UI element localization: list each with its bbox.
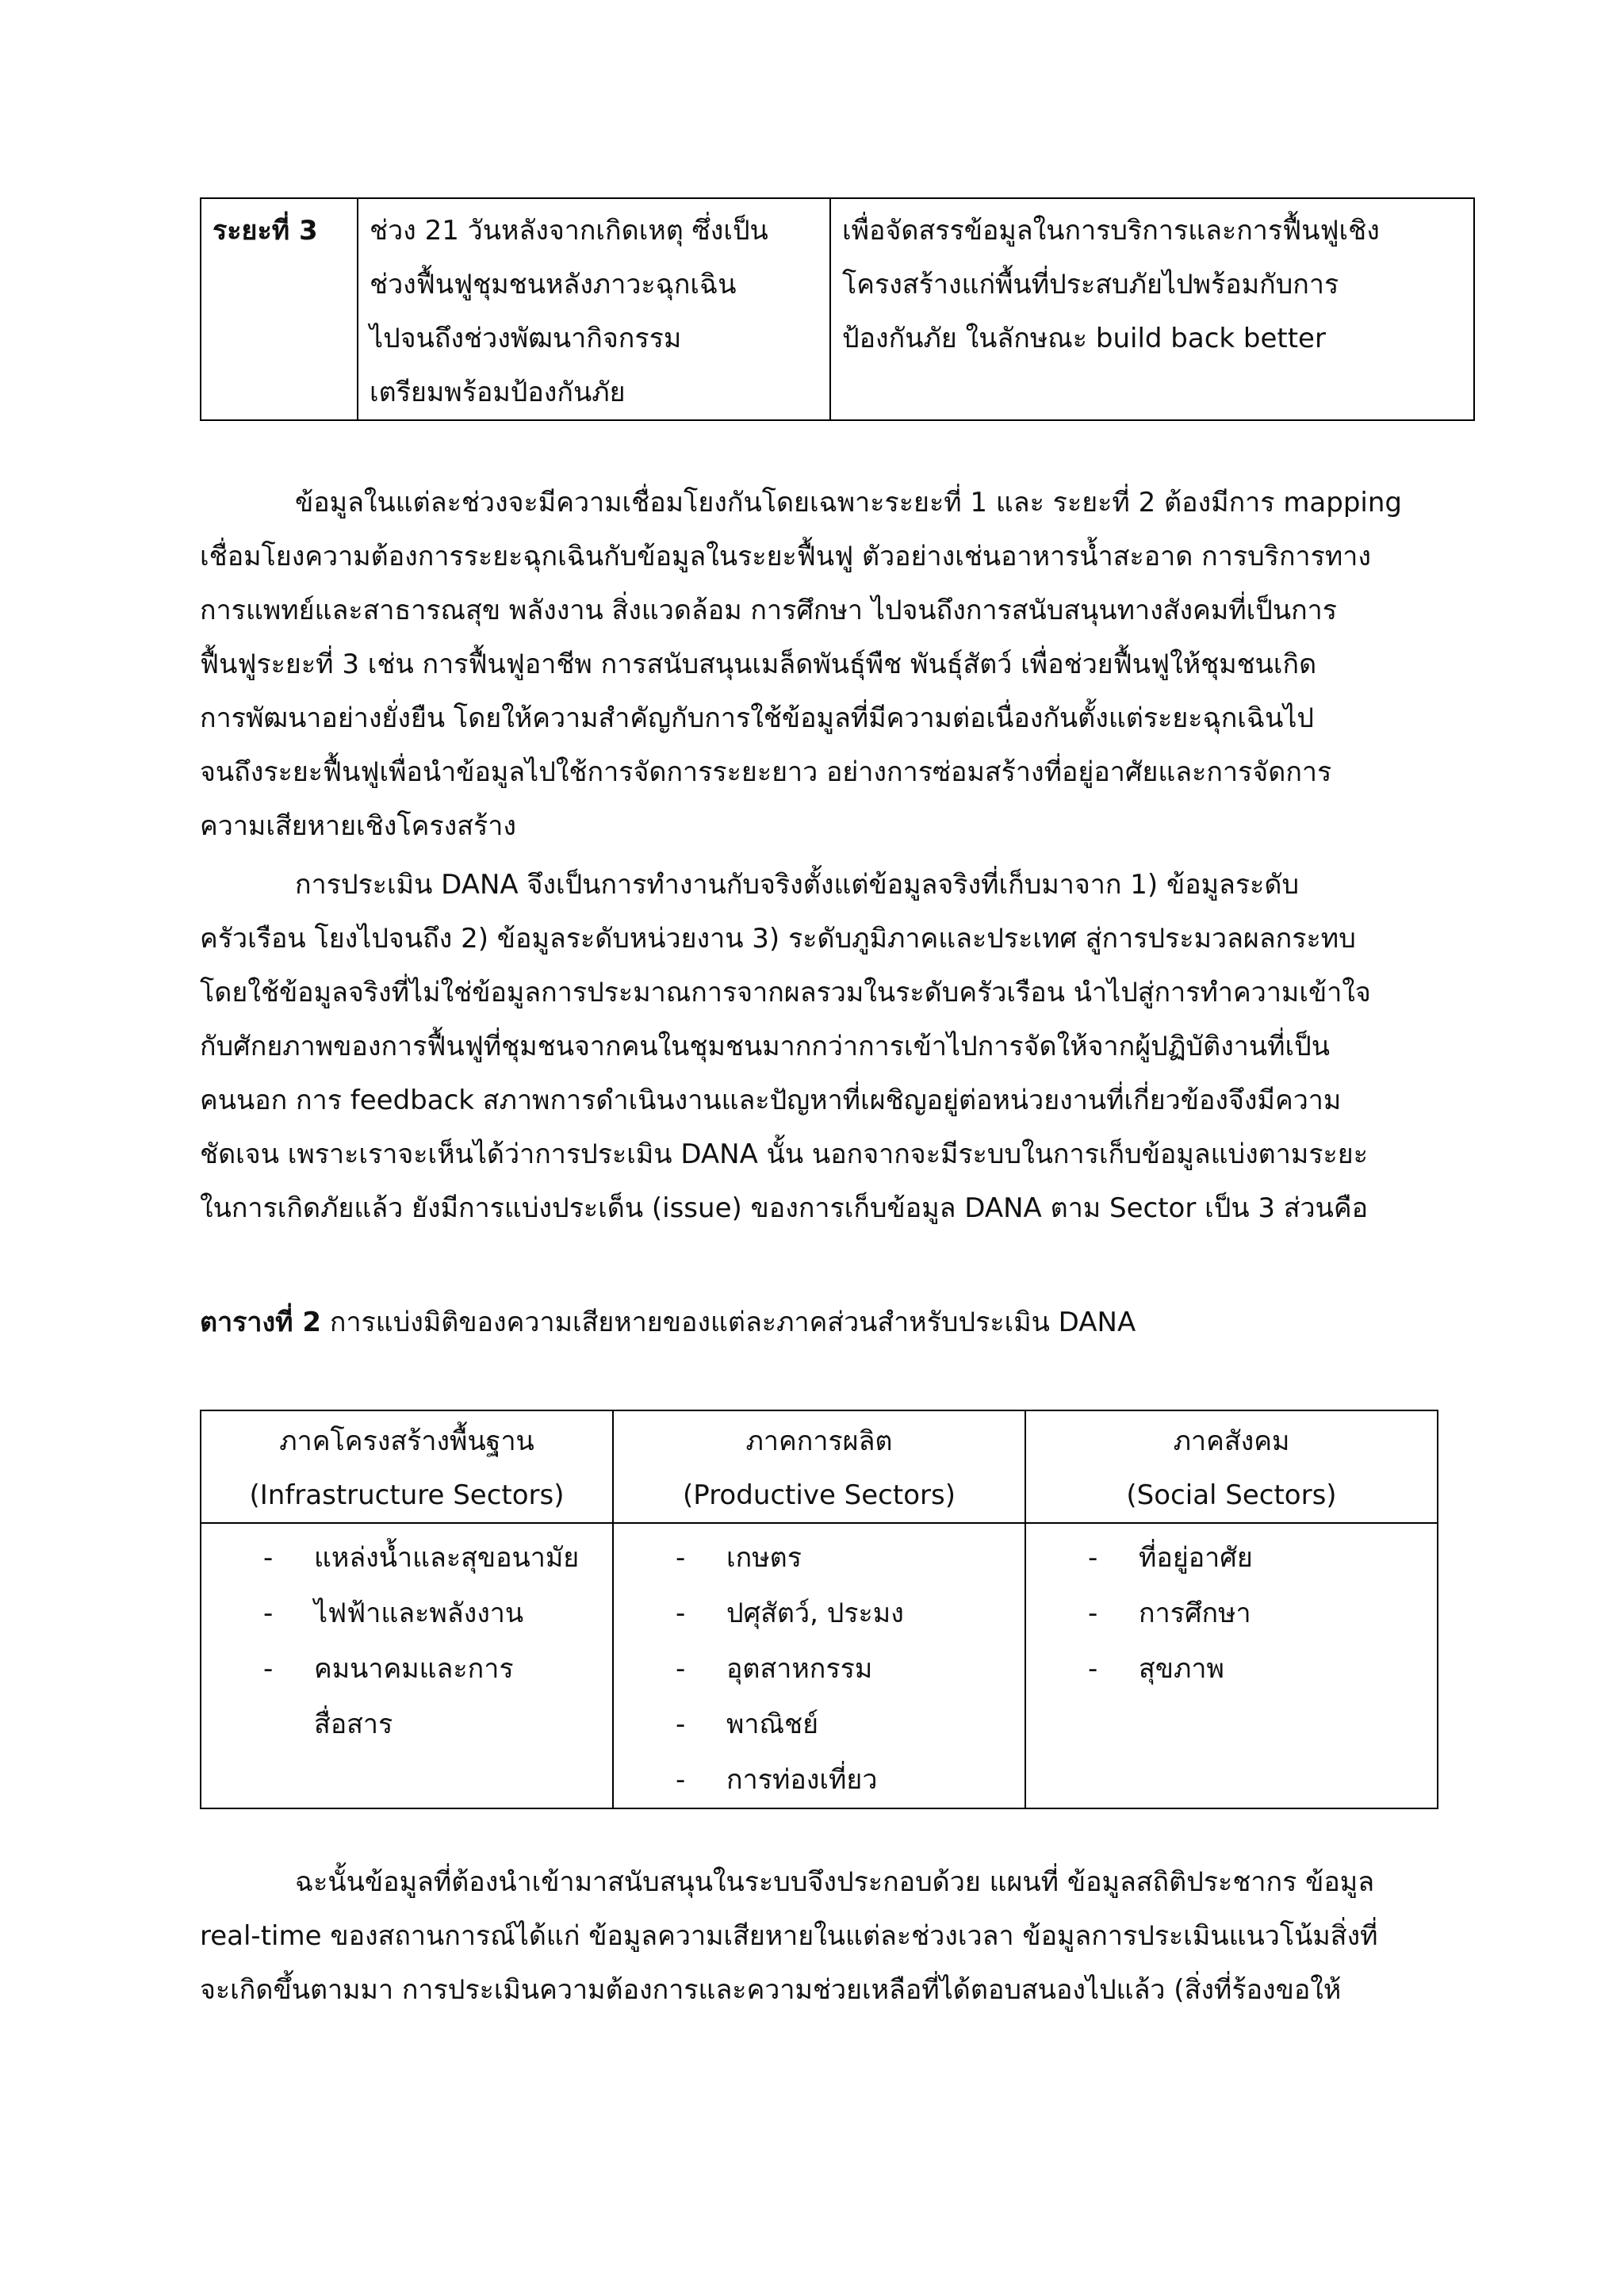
paragraph-line: real-time ของสถานการณ์ได้แก่ ข้อมูลความเสียหายในแต่ละช่วงเวลา ข้อมูลการประเมินแนวโน้มสิ่งที่ (200, 1920, 1378, 1952)
sector-title: ภาคการผลิต (745, 1425, 893, 1457)
bullet-dash: - (676, 1653, 686, 1685)
list-item (614, 1530, 1025, 1586)
list-item-label: คมนาคมและการ (314, 1653, 514, 1685)
bullet-dash: - (676, 1542, 686, 1574)
table-row (201, 198, 1474, 420)
phase-period-line: ช่วง 21 วันหลังจากเกิดเหตุ ซึ่งเป็น (370, 215, 768, 247)
phase-purpose-line: เพื่อจัดสรรข้อมูลในการบริการและการฟื้นฟูเชิง (842, 215, 1380, 247)
paragraph-line: ฟื้นฟูระยะที่ 3 เช่น การฟื้นฟูอาชีพ การสนับสนุนเมล็ดพันธุ์พืช พันธุ์สัตว์ เพื่อช่วยฟื้นฟูให้ชุมชนเกิด (200, 649, 1317, 680)
list-item (1026, 1586, 1437, 1641)
sector-items-infrastructure (201, 1523, 613, 1808)
list-item (614, 1641, 1025, 1697)
sector-items-social (1025, 1523, 1438, 1808)
phase-purpose (830, 198, 1474, 420)
paragraph-line: การพัฒนาอย่างยั่งยืน โดยให้ความสำคัญกับการใช้ข้อมูลที่มีความต่อเนื่องกันตั้งแต่ระยะฉุกเฉินไป (200, 702, 1315, 734)
paragraph-line: ความเสียหายเชิงโครงสร้าง (200, 810, 516, 842)
bullet-dash: - (676, 1764, 686, 1796)
phase-period-line: ไปจนถึงช่วงพัฒนากิจกรรม (370, 323, 682, 354)
bullet-dash: - (676, 1598, 686, 1629)
sector-table (200, 1410, 1438, 1809)
list-item-label: การศึกษา (1139, 1598, 1251, 1629)
paragraph-line: คนนอก การ feedback สภาพการดำเนินงานและปัญหาที่เผชิญอยู่ต่อหน่วยงานที่เกี่ยวข้องจึงมีความ (200, 1085, 1342, 1116)
list-item-label: ไฟฟ้าและพลังงาน (314, 1598, 524, 1629)
sector-subtitle: (Productive Sectors) (683, 1479, 956, 1511)
paragraph-line: การแพทย์และสาธารณสุข พลังงาน สิ่งแวดล้อม การศึกษา ไปจนถึงการสนับสนุนทางสังคมที่เป็นการ (200, 595, 1338, 626)
list-item (1026, 1530, 1437, 1586)
sector-subtitle: (Infrastructure Sectors) (249, 1479, 565, 1511)
list-item-label: เกษตร (726, 1542, 802, 1574)
list-item-label: ปศุสัตว์, ประมง (726, 1598, 904, 1629)
table-caption-text: การแบ่งมิติของความเสียหายของแต่ละภาคส่วนสำหรับประเมิน DANA (321, 1307, 1136, 1338)
list-item-label: การท่องเที่ยว (726, 1764, 878, 1796)
list-item-label: พาณิชย์ (726, 1709, 819, 1740)
paragraph-1 (200, 476, 1437, 853)
paragraph-line: จนถึงระยะฟื้นฟูเพื่อนำข้อมูลไปใช้การจัดการระยะยาว อย่างการซ่อมสร้างที่อยู่อาศัยและการจัดการ (200, 756, 1332, 788)
phase-purpose-line: โครงสร้างแก่พื้นที่ประสบภัยไปพร้อมกับการ (842, 269, 1339, 300)
sector-title: ภาคสังคม (1173, 1425, 1290, 1457)
table-caption-label: ตารางที่ 2 (200, 1307, 322, 1338)
sector-title: ภาคโครงสร้างพื้นฐาน (279, 1425, 534, 1457)
bullet-dash: - (263, 1653, 274, 1685)
phase-label: ระยะที่ 3 (201, 198, 358, 420)
paragraph-line: เชื่อมโยงความต้องการระยะฉุกเฉินกับข้อมูลในระยะฟื้นฟู ตัวอย่างเช่นอาหารน้ำสะอาด การบริการทาง (200, 541, 1371, 572)
table-row (201, 1523, 1438, 1808)
paragraph-line: โดยใช้ข้อมูลจริงที่ไม่ใช่ข้อมูลการประมาณการจากผลรวมในระดับครัวเรือน นำไปสู่การทำความเข้าใจ (200, 977, 1371, 1008)
list-item-label: อุตสาหกรรม (726, 1653, 873, 1685)
list-item-label: ที่อยู่อาศัย (1139, 1542, 1253, 1574)
list-item (201, 1586, 612, 1641)
list-item (201, 1641, 612, 1752)
paragraph-line: กับศักยภาพของการฟื้นฟูที่ชุมชนจากคนในชุมชนมากกว่าการเข้าไปการจัดให้จากผู้ปฏิบัติงานที่เป็น (200, 1031, 1330, 1062)
bullet-dash: - (263, 1542, 274, 1574)
phase-table (200, 197, 1475, 421)
list-item-continuation: สื่อสาร (314, 1709, 393, 1740)
phase-period-line: เตรียมพร้อมป้องกันภัย (370, 377, 626, 408)
table-caption (200, 1300, 1136, 1343)
paragraph-line: ชัดเจน เพราะเราจะเห็นได้ว่าการประเมิน DANA นั้น นอกจากจะมีระบบในการเก็บข้อมูลแบ่งตามระยะ (200, 1138, 1368, 1170)
paragraph-line: ฉะนั้นข้อมูลที่ต้องนำเข้ามาสนับสนุนในระบบจึงประกอบด้วย แผนที่ ข้อมูลสถิติประชากร ข้อมูล (295, 1866, 1375, 1898)
list-item-label: สุขภาพ (1139, 1653, 1224, 1685)
bullet-dash: - (263, 1598, 274, 1629)
paragraph-line: จะเกิดขึ้นตามมา การประเมินความต้องการและความช่วยเหลือที่ได้ตอบสนองไปแล้ว (สิ่งที่ร้องขอให้ (200, 1974, 1342, 2006)
sector-header-infrastructure (201, 1410, 613, 1523)
sector-subtitle: (Social Sectors) (1126, 1479, 1337, 1511)
list-item (1026, 1641, 1437, 1697)
paragraph-line: ครัวเรือน โยงไปจนถึง 2) ข้อมูลระดับหน่วยงาน 3) ระดับภูมิภาคและประเทศ สู่การประมวลผลกระทบ (200, 923, 1356, 955)
paragraph-line: ในการเกิดภัยแล้ว ยังมีการแบ่งประเด็น (issue) ของการเก็บข้อมูล DANA ตาม Sector เป็น 3 ส่วนคือ (200, 1192, 1369, 1224)
list-item (614, 1697, 1025, 1752)
phase-period (358, 198, 830, 420)
list-item (201, 1530, 612, 1586)
bullet-dash: - (1088, 1598, 1098, 1629)
paragraph-line: การประเมิน DANA จึงเป็นการทำงานกับจริงตั้งแต่ข้อมูลจริงที่เก็บมาจาก 1) ข้อมูลระดับ (295, 869, 1300, 901)
phase-period-line: ช่วงฟื้นฟูชุมชนหลังภาวะฉุกเฉิน (370, 269, 737, 300)
bullet-dash: - (1088, 1653, 1098, 1685)
bullet-dash: - (1088, 1542, 1098, 1574)
paragraph-2 (200, 858, 1437, 1235)
table-header-row (201, 1410, 1438, 1523)
sector-items-productive (613, 1523, 1025, 1808)
list-item (614, 1586, 1025, 1641)
phase-purpose-line: ป้องกันภัย ในลักษณะ build back better (842, 323, 1326, 354)
paragraph-3 (200, 1855, 1437, 2017)
sector-header-productive (613, 1410, 1025, 1523)
bullet-dash: - (676, 1709, 686, 1740)
sector-header-social (1025, 1410, 1438, 1523)
paragraph-line: ข้อมูลในแต่ละช่วงจะมีความเชื่อมโยงกันโดยเฉพาะระยะที่ 1 และ ระยะที่ 2 ต้องมีการ mapping (295, 487, 1403, 519)
list-item-label: แหล่งน้ำและสุขอนามัย (314, 1542, 580, 1574)
list-item (614, 1752, 1025, 1808)
